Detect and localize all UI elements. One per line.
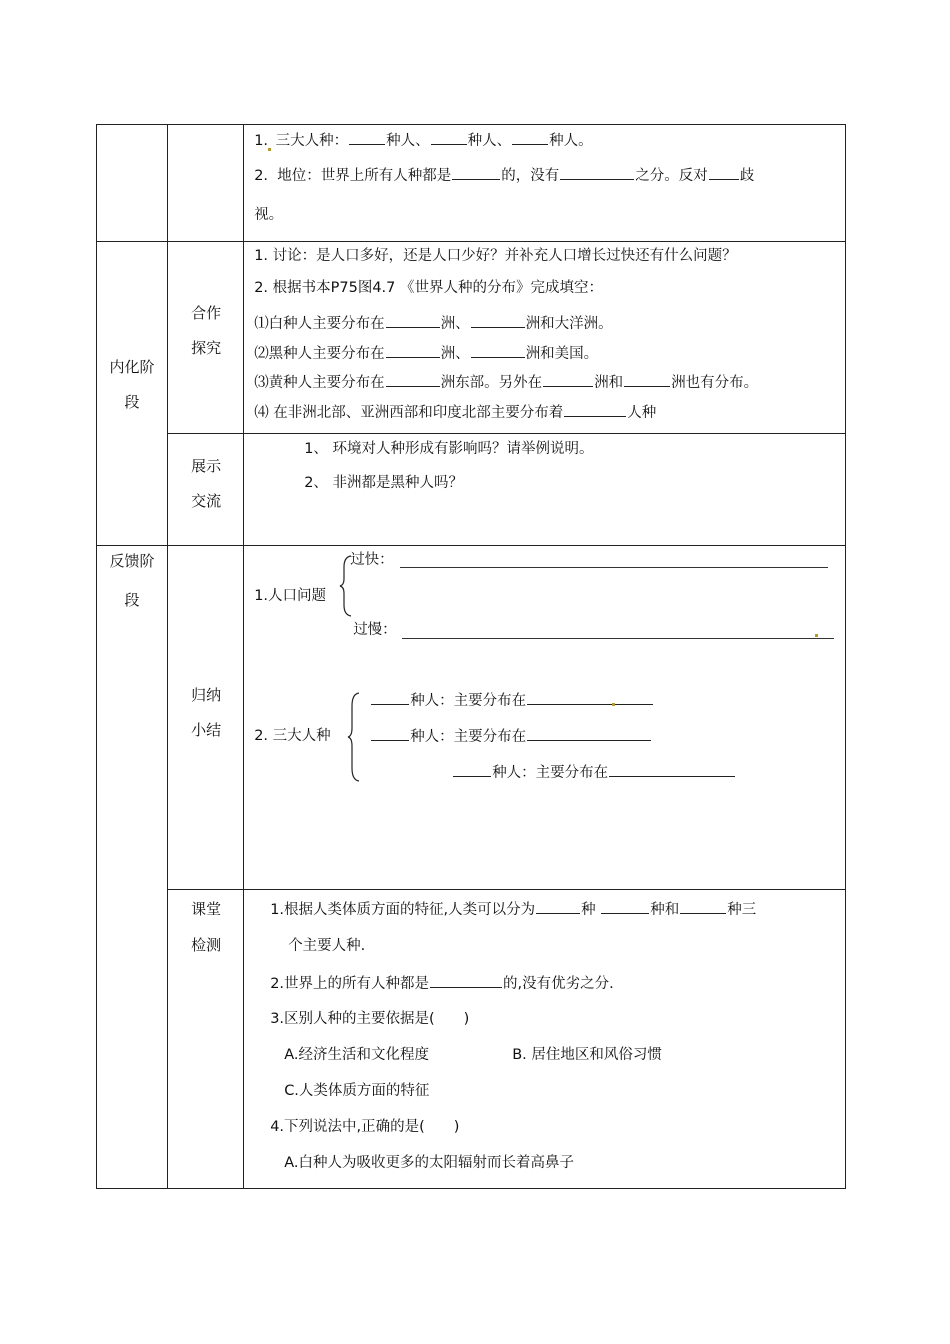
dot-mark [268, 148, 271, 151]
display-label-cell [168, 434, 244, 546]
intro-sub-cell [168, 125, 244, 242]
blank [386, 313, 440, 328]
fill-line-2 [254, 343, 598, 364]
blank [349, 130, 385, 145]
option-b: B. 居住地区和风俗习惯 [512, 1047, 662, 1063]
blank [431, 130, 467, 145]
fill-line-3 [254, 372, 758, 393]
blank [386, 343, 440, 358]
text: 洲、 [440, 346, 470, 362]
stage-internal-cell [97, 242, 168, 546]
test-q1-cont: 个主要人种. [288, 938, 366, 954]
section-label: 归纳 [191, 686, 222, 704]
text: 2.世界上的所有人种都是 [270, 976, 430, 992]
text: ⑵黑种人主要分布在 [254, 346, 385, 362]
text: 的，没有 [501, 168, 560, 184]
question: 1、 环境对人种形成有影响吗？请举例说明。 [304, 441, 594, 457]
text: 种人：主要分布在 [410, 729, 527, 745]
three-races-label: 2. 三大人种 [254, 728, 331, 744]
blank [564, 402, 626, 417]
text: 1.根据人类体质方面的特征,人类可以分为 [270, 902, 536, 918]
blank [601, 899, 649, 914]
test-q2 [270, 973, 614, 994]
section-label: 合作 [191, 304, 222, 322]
race-row-1 [370, 690, 654, 711]
test-label-cell [168, 890, 244, 1189]
question: 2. 根据书本P75图4.7 《世界人种的分布》完成填空： [254, 280, 603, 296]
blank [624, 372, 670, 387]
intro-stage-cell [97, 125, 168, 242]
question: 2、 非洲都是黑种人吗？ [304, 475, 464, 491]
stage-feedback-cell [97, 546, 168, 1189]
blank [371, 690, 409, 705]
text: 种人、 [467, 133, 512, 149]
blank [453, 762, 491, 777]
question: 1. 讨论：是人口多好，还是人口少好？并补充人口增长过快还有什么问题？ [254, 248, 737, 264]
section-label: 交流 [191, 492, 222, 510]
blank [680, 899, 726, 914]
option-a: A.经济生活和文化程度 [284, 1047, 429, 1063]
dot-mark [815, 634, 818, 637]
summary-content-cell [244, 546, 846, 890]
section-label: 检测 [191, 936, 222, 954]
race-row-3 [452, 762, 736, 783]
text: 种人：主要分布在 [492, 765, 609, 781]
blank [430, 973, 502, 988]
section-label: 展示 [191, 457, 222, 475]
blank [536, 899, 580, 914]
section-label: 小结 [191, 721, 222, 739]
blank [512, 130, 548, 145]
stage-label: 内化阶 [109, 358, 155, 376]
text: ⑷ 在非洲北部、亚洲西部和印度北部主要分布着 [254, 405, 564, 421]
option-a: A.白种人为吸收更多的太阳辐射而长着高鼻子 [284, 1155, 574, 1171]
text: 种人、 [386, 133, 430, 149]
answer-line [402, 638, 834, 639]
dot-mark [612, 703, 615, 706]
text: 洲、 [440, 316, 470, 332]
fill-line-1 [254, 313, 613, 334]
section-label: 课堂 [191, 900, 222, 918]
text: 洲东部。另外在 [440, 375, 543, 391]
blank [543, 372, 593, 387]
population-problem: 1.人口问题 [254, 588, 327, 604]
text: 洲和 [594, 375, 624, 391]
slow-label: 过慢： [353, 622, 397, 638]
test-q1 [270, 899, 756, 920]
section-label: 探究 [191, 339, 222, 357]
test-q3: 3.区别人种的主要依据是( ) [270, 1011, 470, 1027]
blank [527, 690, 653, 705]
blank [386, 372, 440, 387]
blank [609, 762, 735, 777]
display-content-cell [244, 434, 846, 546]
text: 之分。反对 [635, 168, 708, 184]
text: 洲也有分布。 [671, 375, 759, 391]
fast-label: 过快： [350, 552, 394, 568]
stage-label: 段 [124, 591, 140, 609]
summary-label-cell [168, 546, 244, 890]
worksheet-table [96, 124, 846, 1189]
text: 洲和大洋洲。 [525, 316, 613, 332]
blank [560, 165, 634, 180]
blank [452, 165, 500, 180]
blank [471, 343, 525, 358]
text: 地位：世界上所有人种都是 [277, 168, 452, 184]
text: 种人：主要分布在 [410, 693, 527, 709]
blank [527, 726, 651, 741]
stage-label: 反馈阶 [109, 552, 155, 570]
num: 1. [254, 133, 269, 149]
option-c: C.人类体质方面的特征 [284, 1083, 430, 1099]
stage-label: 段 [124, 393, 140, 411]
text: ⑶黄种人主要分布在 [254, 375, 385, 391]
text: 歧 [739, 168, 755, 184]
text: 种三 [727, 902, 757, 918]
text: 三大人种： [275, 133, 349, 149]
intro-line-2 [254, 165, 754, 186]
intro-content-cell [244, 125, 846, 242]
num: 2. [254, 168, 269, 184]
blank [371, 726, 409, 741]
text: 种和 [650, 902, 680, 918]
blank [471, 313, 525, 328]
cooperate-content-cell [244, 242, 846, 434]
test-q4: 4.下列说法中,正确的是( ) [270, 1119, 460, 1135]
intro-line-3: 视。 [254, 207, 284, 223]
text: 种人。 [549, 133, 593, 149]
text: 人种 [627, 405, 657, 421]
blank [709, 165, 739, 180]
text: 种 [581, 902, 596, 918]
intro-line-1 [254, 130, 592, 151]
fill-line-4 [254, 402, 656, 423]
race-row-2 [370, 726, 652, 747]
brace-icon [347, 692, 361, 782]
text: 洲和美国。 [525, 346, 599, 362]
test-content-cell [244, 890, 846, 1189]
text: ⑴白种人主要分布在 [254, 316, 385, 332]
answer-line [400, 567, 828, 568]
text: 的,没有优劣之分. [503, 976, 614, 992]
cooperate-label-cell [168, 242, 244, 434]
